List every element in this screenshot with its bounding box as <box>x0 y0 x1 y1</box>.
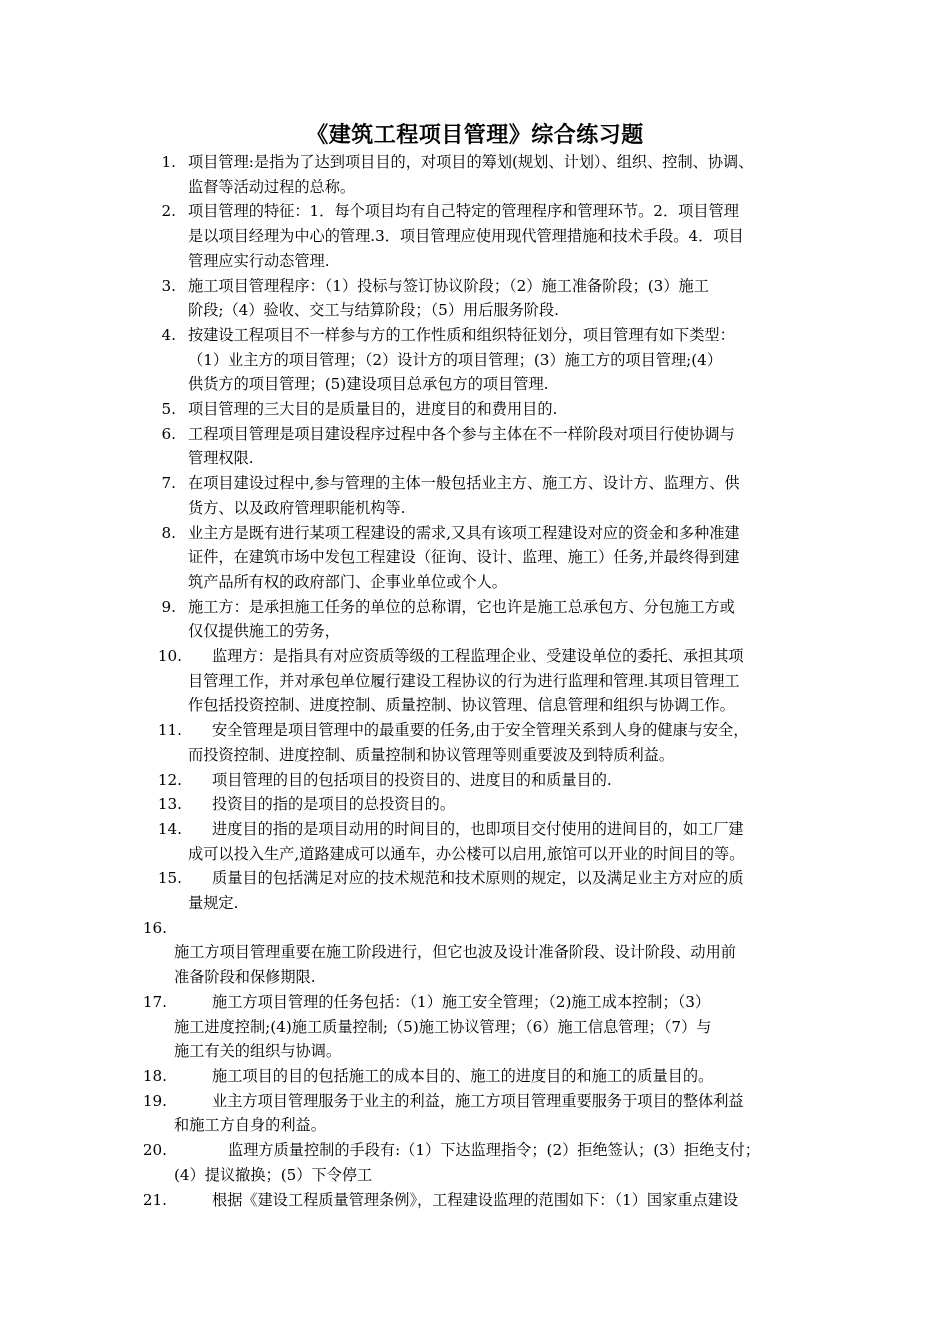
list-item <box>0 1138 950 1187</box>
item-number: 9. <box>161 597 176 616</box>
list-item <box>0 768 950 793</box>
item-number: 13. <box>157 795 182 814</box>
item-number: 19. <box>142 1091 167 1110</box>
item-text-line: 管理应实行动态管理. <box>188 251 330 270</box>
item-number: 6. <box>161 424 176 443</box>
item-text-line: 施工方：是承担施工任务的单位的总称谓，它也许是施工总承包方、分包施工方或 <box>188 597 735 616</box>
item-number: 3. <box>161 276 176 295</box>
item-text-line: 根据《建设工程质量管理条例》，工程建设监理的范围如下：（1）国家重点建设 <box>212 1190 739 1209</box>
item-number: 21. <box>142 1190 167 1209</box>
list-item <box>0 866 950 915</box>
list-item <box>0 471 950 520</box>
item-text-line: 按建设工程项目不一样参与方的工作性质和组织特征划分，项目管理有如下类型： <box>188 325 735 344</box>
item-number: 10. <box>157 647 182 666</box>
item-text-line: 而投资控制、进度控制、质量控制和协议管理等则重要波及到特质利益。 <box>188 745 674 764</box>
item-number: 7. <box>161 474 176 493</box>
item-text-line: 投资目的指的是项目的总投资目的。 <box>212 795 455 814</box>
item-number: 17. <box>142 992 167 1011</box>
item-number: 11. <box>157 721 182 740</box>
item-text-line: 监理方质量控制的手段有:（1）下达监理指令；(2）拒绝签认；(3）拒绝支付； <box>228 1141 760 1160</box>
item-text-line: 目管理工作，并对承包单位履行建设工程协议的行为进行监理和管理.其项目管理工 <box>188 671 740 690</box>
item-text-line: 质量目的包括满足对应的技术规范和技术原则的规定，以及满足业主方对应的质 <box>212 869 744 888</box>
item-number: 18. <box>142 1067 167 1085</box>
list-item <box>0 1064 950 1089</box>
list-item <box>0 199 950 273</box>
item-text-line: (4）提议撤换；(5）下令停工 <box>174 1165 373 1184</box>
item-text-line: 供货方的项目管理；(5)建设项目总承包方的项目管理. <box>188 375 549 394</box>
list-item <box>0 323 950 397</box>
list-item <box>0 792 950 817</box>
item-text-line: 项目管理:是指为了达到项目目的，对项目的筹划(规划、计划）、组织、控制、协调、 <box>188 153 754 171</box>
item-text-line: 进度目的指的是项目动用的时间目的，也即项目交付使用的进间目的，如工厂建 <box>212 819 744 838</box>
item-text-line: 业主方是既有进行某项工程建设的需求,又具有该项工程建设对应的资金和多种准建 <box>188 523 740 542</box>
list-item <box>0 718 950 767</box>
document-title: 《建筑工程项目管理》综合练习题 <box>306 122 644 148</box>
list-item <box>0 150 950 199</box>
item-number: 5. <box>161 400 176 419</box>
item-number: 12. <box>157 770 182 789</box>
list-item <box>0 817 950 866</box>
item-number: 20. <box>142 1141 167 1160</box>
item-text-line: 施工项目的目的包括施工的成本目的、施工的进度目的和施工的质量目的。 <box>212 1067 714 1085</box>
item-number: 4. <box>161 325 176 344</box>
item-text-line: 在项目建设过程中,参与管理的主体一般包括业主方、施工方、设计方、监理方、供 <box>188 474 740 493</box>
exercise-list <box>0 150 950 1212</box>
list-item <box>0 274 950 323</box>
item-text-line: 管理权限. <box>188 449 254 468</box>
list-item <box>0 422 950 471</box>
item-text-line: 施工方项目管理重要在施工阶段进行，但它也波及设计准备阶段、设计阶段、动用前 <box>174 943 736 962</box>
item-text-line: 和施工方自身的利益。 <box>174 1116 326 1135</box>
item-number: 8. <box>161 523 176 542</box>
item-text-line: 成可以投入生产,道路建成可以通车，办公楼可以启用,旅馆可以开业的时间目的等。 <box>188 844 745 863</box>
item-text-line: 货方、以及政府管理职能机构等. <box>188 498 406 517</box>
item-text-line: 量规定. <box>188 894 239 913</box>
item-text-line: 监督等活动过程的总称。 <box>188 177 356 196</box>
item-text-line: 项目管理的目的包括项目的投资目的、进度目的和质量目的. <box>212 770 612 789</box>
item-text-line: 准备阶段和保修期限. <box>174 968 316 987</box>
item-text-line: 项目管理的特征：1．每个项目均有自己特定的管理程序和管理环节。2．项目管理 <box>188 202 739 221</box>
list-item <box>0 916 950 990</box>
list-item <box>0 397 950 422</box>
item-text-line: 安全管理是项目管理中的最重要的任务,由于安全管理关系到人身的健康与安全， <box>212 721 749 740</box>
item-number: 14. <box>157 819 182 838</box>
list-item <box>0 1089 950 1138</box>
list-item <box>0 644 950 718</box>
item-number: 15. <box>157 869 182 888</box>
item-text-line: 业主方项目管理服务于业主的利益，施工方项目管理重要服务于项目的整体利益 <box>212 1091 744 1110</box>
item-text-line: 施工进度控制;(4)施工质量控制;（5)施工协议管理；（6）施工信息管理；（7）与 <box>174 1017 712 1036</box>
list-item <box>0 595 950 644</box>
item-text-line: 是以项目经理为中心的管理.3．项目管理应使用现代管理措施和技术手段。4．项目 <box>188 227 744 246</box>
list-item <box>0 1188 950 1213</box>
item-text-line: 监理方：是指具有对应资质等级的工程监理企业、受建设单位的委托、承担其项 <box>212 647 744 666</box>
item-text-line: 项目管理的三大目的是质量目的，进度目的和费用目的. <box>188 400 558 419</box>
item-text-line: 工程项目管理是项目建设程序过程中各个参与主体在不一样阶段对项目行使协调与 <box>188 424 735 443</box>
item-text-line: 施工方项目管理的任务包括：（1）施工安全管理；（2)施工成本控制；（3） <box>212 992 711 1011</box>
item-text-line: 施工项目管理程序：（1）投标与签订协议阶段；（2）施工准备阶段；(3）施工 <box>188 276 709 295</box>
item-number: 1. <box>161 153 176 171</box>
item-text-line: 作包括投资控制、进度控制、质量控制、协议管理、信息管理和组织与协调工作。 <box>188 696 735 715</box>
item-text-line: 阶段;（4）验收、交工与结算阶段；（5）用后服务阶段. <box>188 301 559 320</box>
list-item <box>0 521 950 595</box>
list-item <box>0 990 950 1064</box>
item-text-line: 证件，在建筑市场中发包工程建设（征询、设计、监理、施工）任务,并最终得到建 <box>188 548 740 567</box>
item-text-line: （1）业主方的项目管理；（2）设计方的项目管理；(3）施工方的项目管理;(4） <box>188 350 723 369</box>
item-number: 2. <box>161 202 176 221</box>
item-text-line: 施工有关的组织与协调。 <box>174 1042 342 1061</box>
item-text-line: 筑产品所有权的政府部门、企事业单位或个人。 <box>188 572 507 591</box>
item-text-line: 仅仅提供施工的劳务， <box>188 622 340 641</box>
item-number: 16. <box>142 918 167 937</box>
